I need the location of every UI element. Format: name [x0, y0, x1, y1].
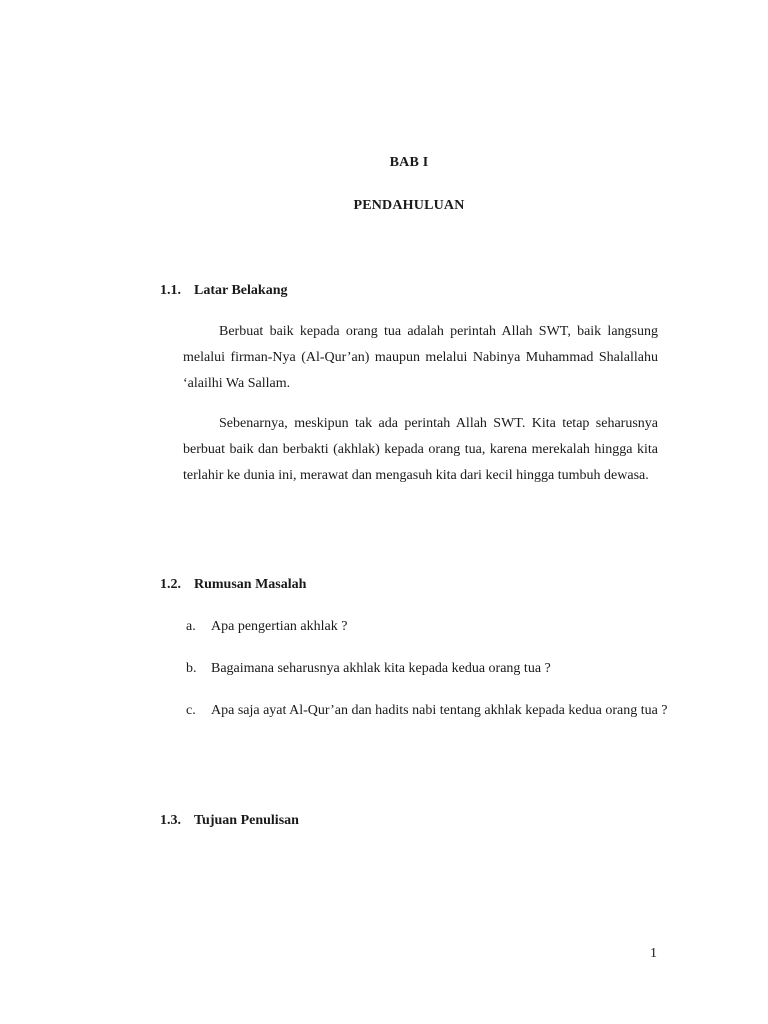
- section-number: 1.3.: [160, 813, 181, 828]
- section-heading-rumusan-masalah: [160, 577, 306, 593]
- list-marker: b.: [186, 661, 197, 676]
- section-heading-tujuan-penulisan: [160, 813, 299, 829]
- list-item: [183, 656, 686, 682]
- section-title: Tujuan Penulisan: [194, 813, 299, 828]
- list-marker: c.: [186, 703, 196, 718]
- chapter-title: PENDAHULUAN: [353, 198, 465, 213]
- paragraph-2: Sebenarnya, meskipun tak ada perintah Allah SWT. Kita tetap seharusnya berbuat baik dan berbakti (akhlak) kepada orang tua, karena merekalah hingga kita terlahir ke dunia ini, merawat dan mengasuh kita dari kecil hingga tumbuh dewasa.: [183, 416, 658, 483]
- section-title: Latar Belakang: [194, 283, 288, 298]
- page-number: 1: [650, 946, 657, 961]
- section-heading-latar-belakang: [160, 283, 287, 299]
- section-title: Rumusan Masalah: [194, 577, 307, 592]
- list-item: [183, 698, 686, 724]
- list-marker: a.: [186, 619, 196, 634]
- list-item-text: Bagaimana seharusnya akhlak kita kepada kedua orang tua ?: [211, 661, 551, 676]
- paragraph-1: Berbuat baik kepada orang tua adalah perintah Allah SWT, baik langsung melalui firman-Nya (Al-Qur’an) maupun melalui Nabinya Muhammad Shalallahu ‘alailhi Wa Sallam.: [183, 324, 658, 391]
- section-number: 1.2.: [160, 577, 181, 592]
- chapter-number: BAB I: [389, 155, 429, 170]
- list-item-text: Apa pengertian akhlak ?: [211, 619, 348, 634]
- list-item-text: Apa saja ayat Al-Qur’an dan hadits nabi tentang akhlak kepada kedua orang tua ?: [211, 703, 668, 718]
- list-item: [183, 614, 686, 640]
- section-number: 1.1.: [160, 283, 181, 298]
